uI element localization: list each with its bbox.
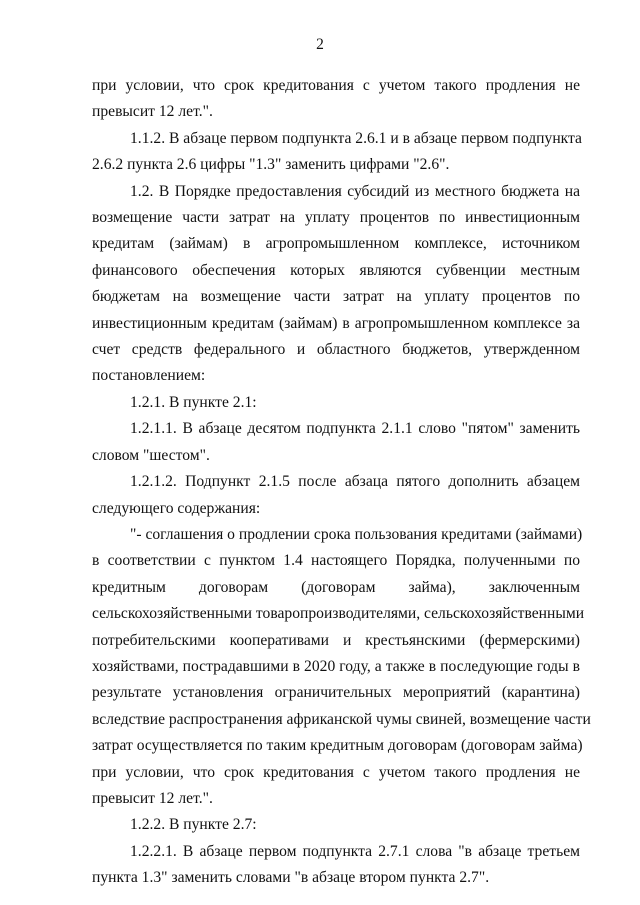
text-line: следующего содержания: — [92, 499, 261, 517]
paragraph-p3 — [92, 179, 580, 390]
text-line: потребительскими кооперативами и крестьянскими (фермерскими) — [92, 631, 580, 649]
text-line: затрат осуществляется по таким кредитным договорам (договорам займа) — [92, 737, 583, 755]
text-line: хозяйствами, пострадавшими в 2020 году, а также в последующие годы в — [92, 657, 580, 675]
text-line: инвестиционным кредитам (займам) в агропромышленном комплексе за — [92, 314, 580, 332]
text-line: в соответствии с пунктом 1.4 настоящего Порядка, полученными по — [92, 552, 580, 570]
text-line: возмещение части затрат на уплату процентов по инвестиционным — [92, 209, 580, 227]
page-number: 2 — [316, 36, 324, 53]
paragraph-p4 — [92, 390, 580, 416]
paragraph-p7 — [92, 522, 591, 812]
paragraph-p5 — [92, 416, 580, 469]
text-line: 1.2. В Порядке предоставления субсидий из местного бюджета на — [130, 182, 580, 200]
text-line: 1.2.2.1. В абзаце первом подпункта 2.7.1 слова "в абзаце третьем — [130, 842, 580, 860]
text-line: превысит 12 лет.". — [92, 103, 213, 121]
text-line: результате установления ограничительных мероприятий (карантина) — [92, 684, 580, 702]
text-line: 1.2.1.2. Подпункт 2.1.5 после абзаца пятого дополнить абзацем — [130, 473, 580, 491]
paragraph-p8 — [92, 812, 580, 838]
text-line: 1.2.1.1. В абзаце десятом подпункта 2.1.1 слово "пятом" заменить — [130, 420, 580, 438]
paragraph-p6 — [92, 469, 580, 522]
text-line: 1.1.2. В абзаце первом подпункта 2.6.1 и в абзаце первом подпункта — [130, 129, 582, 147]
text-line: сельскохозяйственными товаропроизводителями, сельскохозяйственными — [92, 605, 585, 623]
text-line: 1.2.2. В пункте 2.7: — [130, 816, 257, 834]
text-line: вследствие распространения африканской чумы свиней, возмещение части — [92, 710, 591, 728]
text-line: при условии, что срок кредитования с учетом такого продления не — [92, 763, 580, 781]
document-body — [92, 73, 591, 892]
text-line: "- соглашения о продлении срока пользования кредитами (займами) — [130, 525, 583, 543]
paragraph-p2 — [92, 126, 580, 179]
text-line: финансового обеспечения которых являются субвенции местным — [92, 261, 580, 279]
text-line: 2.6.2 пункта 2.6 цифры "1.3" заменить цифрами "2.6". — [92, 156, 450, 174]
text-line: 1.2.1. В пункте 2.1: — [130, 393, 257, 411]
text-line: превысит 12 лет.". — [92, 789, 213, 807]
text-line: кредитным договорам (договорам займа), заключенным — [92, 578, 580, 596]
text-line: бюджетам на возмещение части затрат на уплату процентов по — [92, 288, 580, 306]
text-line: кредитам (займам) в агропромышленном комплексе, источником — [92, 235, 580, 253]
paragraph-p9 — [92, 839, 580, 892]
text-line: счет средств федерального и областного бюджетов, утвержденном — [92, 341, 580, 359]
text-line: постановлением: — [92, 367, 206, 385]
text-line: при условии, что срок кредитования с учетом такого продления не — [92, 77, 580, 94]
text-line: словом "шестом". — [92, 446, 210, 464]
text-line: пункта 1.3" заменить словами "в абзаце втором пункта 2.7". — [92, 869, 490, 887]
paragraph-p1 — [92, 73, 580, 126]
